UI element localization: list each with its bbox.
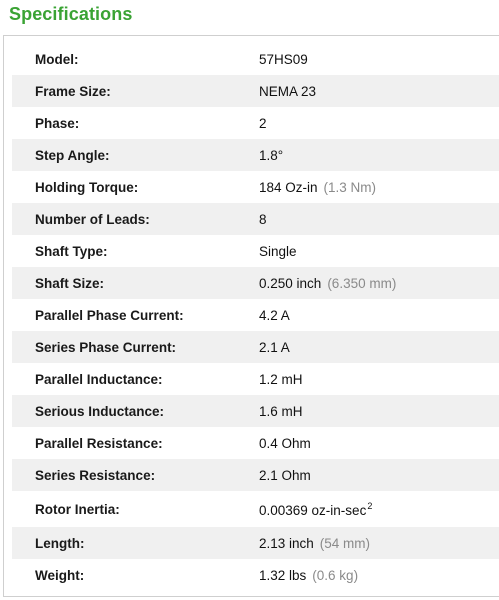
spec-metric-value: (6.350 mm) xyxy=(327,275,397,291)
spec-row-weight xyxy=(12,559,499,591)
spec-row-holding-torque xyxy=(12,171,499,203)
spec-label: Number of Leads: xyxy=(12,203,259,235)
spec-row-rotor-inertia xyxy=(12,491,499,527)
spec-row-number-of-leads xyxy=(12,203,499,235)
spec-label: Step Angle: xyxy=(12,139,259,171)
spec-label: Series Phase Current: xyxy=(12,331,259,363)
spec-value: 0.250 inch xyxy=(259,275,322,291)
spec-value: 2 xyxy=(259,115,267,131)
specifications-table xyxy=(12,43,499,591)
spec-row-frame-size xyxy=(12,75,499,107)
spec-label: Frame Size: xyxy=(12,75,259,107)
spec-label: Series Resistance: xyxy=(12,459,259,491)
spec-value: 0.00369 oz-in-sec xyxy=(259,502,367,518)
spec-row-shaft-size xyxy=(12,267,499,299)
spec-value: 1.32 lbs xyxy=(259,567,307,583)
spec-row-step-angle xyxy=(12,139,499,171)
spec-value: 0.4 Ohm xyxy=(259,435,311,451)
spec-value: 1.8° xyxy=(259,147,284,163)
spec-value: NEMA 23 xyxy=(259,83,317,99)
spec-value: Single xyxy=(259,243,297,259)
spec-label: Holding Torque: xyxy=(35,179,139,195)
spec-row-model xyxy=(12,43,499,75)
spec-label: Shaft Size: xyxy=(12,267,259,299)
spec-label: Phase: xyxy=(35,115,80,131)
spec-label: Rotor Inertia: xyxy=(35,501,120,517)
spec-row-series-phase-current xyxy=(12,331,499,363)
spec-row-phase xyxy=(12,107,499,139)
specifications-panel xyxy=(3,35,499,597)
spec-value: 57HS09 xyxy=(259,51,308,67)
page-title: Specifications xyxy=(9,4,133,24)
spec-value: 1.2 mH xyxy=(259,371,303,387)
spec-value: 2.1 A xyxy=(259,339,290,355)
spec-row-parallel-inductance xyxy=(12,363,499,395)
spec-row-parallel-resistance xyxy=(12,427,499,459)
spec-row-parallel-phase-current xyxy=(12,299,499,331)
spec-value: 184 Oz-in xyxy=(259,179,318,195)
spec-label: Shaft Type: xyxy=(35,243,108,259)
spec-metric-value: (0.6 kg) xyxy=(312,567,359,583)
spec-value: 4.2 A xyxy=(259,307,290,323)
spec-row-shaft-type xyxy=(12,235,499,267)
spec-label: Serious Inductance: xyxy=(12,395,259,427)
spec-row-serious-inductance xyxy=(12,395,499,427)
spec-value: 1.6 mH xyxy=(259,403,303,419)
spec-value: 2.1 Ohm xyxy=(259,467,311,483)
spec-value: 8 xyxy=(259,211,267,227)
spec-label: Model: xyxy=(35,51,79,67)
superscript-exponent: 2 xyxy=(367,500,373,511)
spec-value: 2.13 inch xyxy=(259,535,314,551)
spec-label: Length: xyxy=(12,527,259,559)
spec-label: Parallel Phase Current: xyxy=(35,307,184,323)
spec-label: Parallel Resistance: xyxy=(35,435,163,451)
spec-row-length xyxy=(12,527,499,559)
spec-row-series-resistance xyxy=(12,459,499,491)
spec-label: Weight: xyxy=(35,567,85,583)
spec-metric-value: (54 mm) xyxy=(319,535,371,551)
spec-label: Parallel Inductance: xyxy=(35,371,163,387)
spec-metric-value: (1.3 Nm) xyxy=(323,179,377,195)
